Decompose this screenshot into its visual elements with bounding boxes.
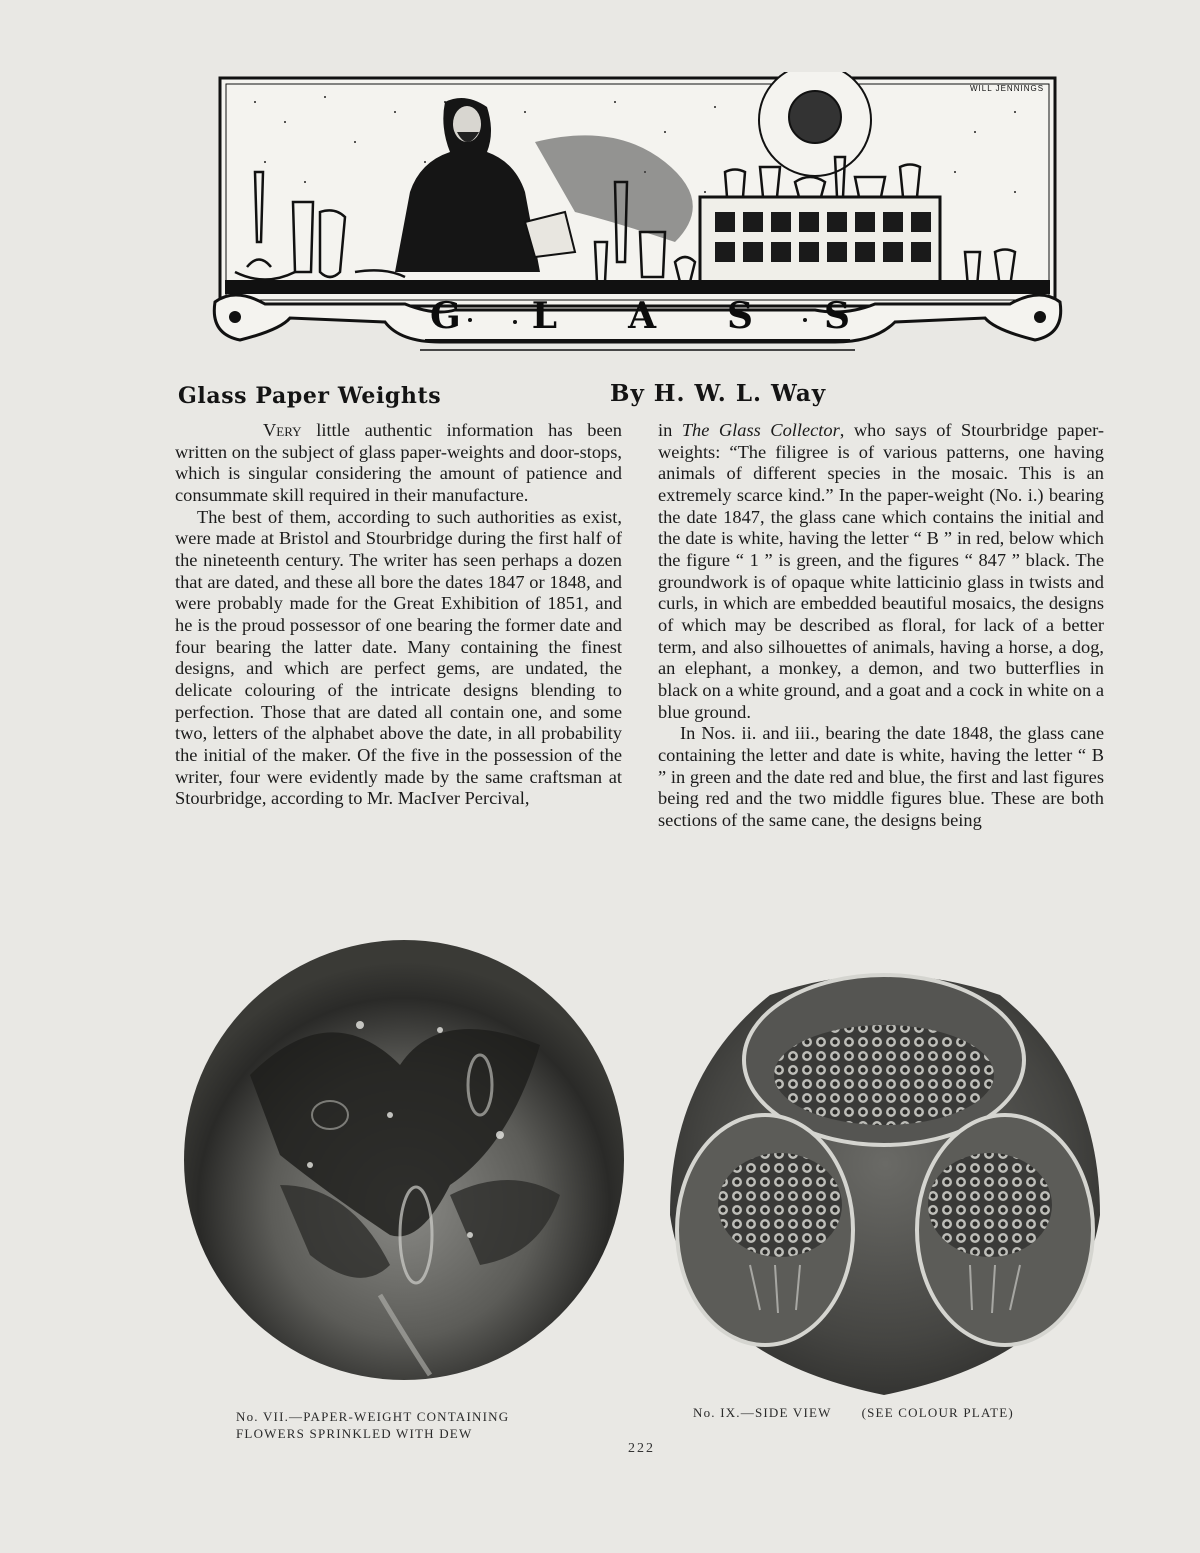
article-title: Glass Paper Weights [178,383,442,409]
caption-right [693,1404,1113,1421]
right-column [658,420,1104,831]
artist-signature: WILL JENNINGS [970,84,1045,93]
left-column [175,420,622,810]
caption-main: No. IX.—SIDE VIEW [693,1405,832,1420]
banner-letter: S [727,295,753,337]
paragraph [175,420,622,507]
banner-letter: G [430,295,461,337]
banner-letter: S [824,295,850,337]
caption-note: (SEE COLOUR PLATE) [861,1405,1014,1420]
paragraph-text: in [658,420,682,440]
paperweight-photo-flowers [180,935,628,1385]
drop-word: Very [263,420,302,440]
book-title: The Glass Collector [681,420,840,440]
caption-line: No. VII.—PAPER-WEIGHT CONTAINING [236,1409,510,1424]
paragraph-text: little authentic information has been written on the subject of glass paper-weights and door-stops, which is singular considering the amount of patience and consummate skill required in their manufacture. [175,420,622,505]
banner-letter: L [531,295,558,337]
paragraph [658,420,1104,723]
banner-letter: A [628,295,656,337]
article-byline: By H. W. L. Way [610,380,827,407]
paperweight-photo-side-view [660,965,1108,1400]
page-number: 222 [628,1441,655,1456]
caption-line: FLOWERS SPRINKLED WITH DEW [236,1426,473,1441]
paragraph: The best of them, according to such authorities as exist, were made at Bristol and Stourbridge during the first half of the nineteenth century. The writer has seen perhaps a dozen that are dated, and these all bore the dates 1847 or 1848, and were probably made for the Great Exhibition of 1851, and he is the proud possessor of one bearing the former date and four bearing the latter date. Many containing the finest designs, and which are perfect gems, are undated, the delicate colouring of the intricate designs blending to perfection. Those that are dated all contain one, and some two, letters of the alphabet above the date, in all probability the initial of the maker. Of the five in the possession of the writer, four were evidently made by the same craftsman at Stourbridge, according to Mr. MacIver Percival, [175,506,622,809]
paragraph: In Nos. ii. and iii., bearing the date 1848, the glass cane containing the letter and date is white, having the letter “ B ” in green and the date red and blue, the first and last figures being red and the two middle figures blue. These are both sections of the same cane, the designs being [658,723,1104,830]
caption-left [236,1408,566,1442]
banner-title [430,296,850,336]
paragraph-text: , who says of Stourbridge paper-weights: “The filigree is of various patterns, one having animals of different species in the mosaic. This is an extremely scarce kind.” In the paper-weight (No. i.) bearing the date 1847, the glass cane which contains the initial and the date is white, having the letter “ B ” in red, below which the figure “ 1 ” is green, and the figures “ 847 ” black. The groundwork is of opaque white latticinio glass in twists and curls, in which are embedded beautiful mosaics, the designs of which may be described as floral, for lack of a better term, and also silhouettes of animals, having a horse, a dog, an elephant, a monkey, a demon, and two butterflies in black on a white ground, and a goat and a cock in white on a blue ground. [658,420,1104,722]
